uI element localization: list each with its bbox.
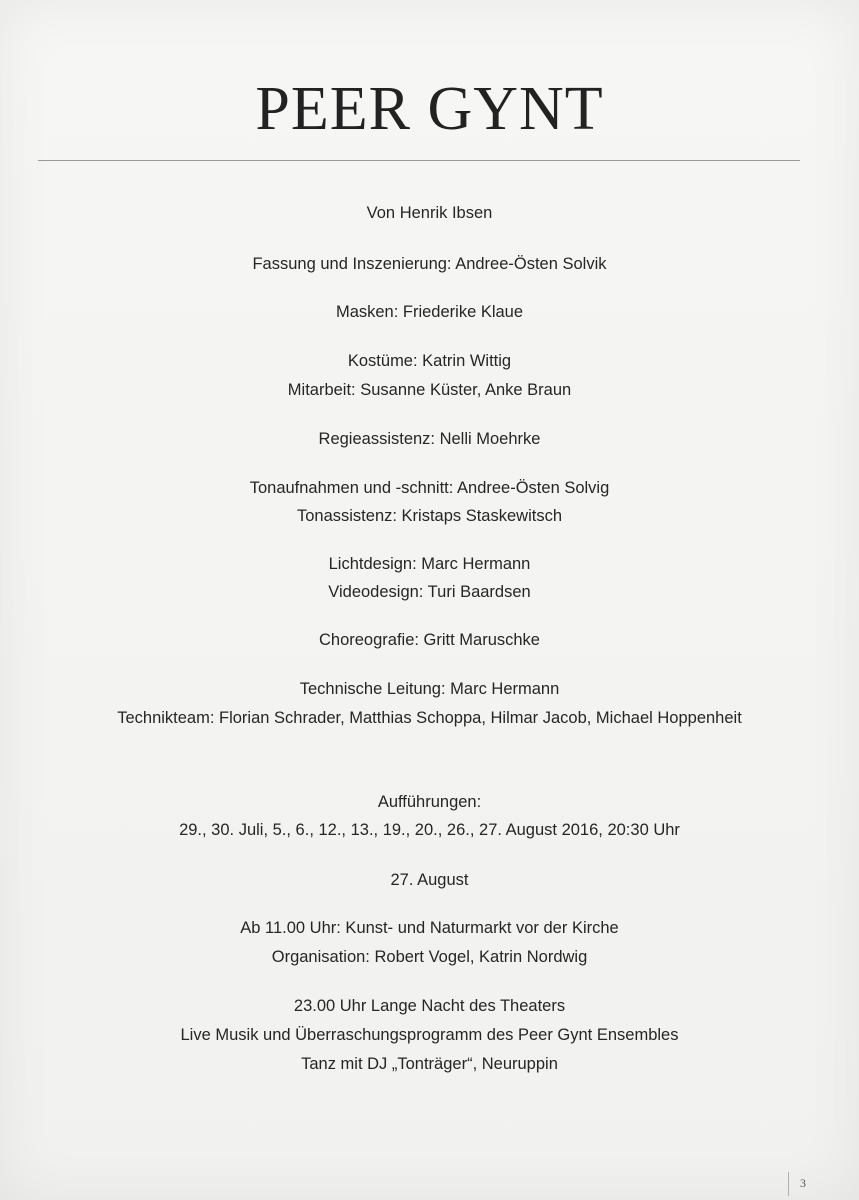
event-theatre-night: 23.00 Uhr Lange Nacht des Theaters (293, 997, 566, 1015)
credit-costumes: Kostüme: Katrin Wittig (347, 352, 512, 370)
credit-sound-assistant: Tonassistenz: Kristaps Staskewitsch (296, 507, 563, 525)
event-market: Ab 11.00 Uhr: Kunst- und Naturmarkt vor der Kirche (240, 919, 619, 937)
page-number: 3 (800, 1176, 806, 1190)
credit-lighting: Lichtdesign: Marc Hermann (328, 555, 531, 573)
credit-masks: Masken: Friederike Klaue (335, 303, 524, 321)
credit-direction: Fassung und Inszenierung: Andree-Östen Solvik (252, 255, 607, 273)
page-number-divider (788, 1172, 789, 1196)
credit-assistant-director: Regieassistenz: Nelli Moehrke (318, 430, 541, 448)
title-divider (38, 160, 800, 161)
author-line: Von Henrik Ibsen (366, 204, 493, 222)
credit-sound: Tonaufnahmen und -schnitt: Andree-Östen Solvig (249, 479, 610, 497)
credit-choreography: Choreografie: Gritt Maruschke (318, 631, 540, 649)
credit-tech-team: Technikteam: Florian Schrader, Matthias Schoppa, Hilmar Jacob, Michael Hoppenheit (117, 709, 742, 727)
event-dj: Tanz mit DJ „Tonträger“, Neuruppin (301, 1055, 558, 1073)
event-organisation: Organisation: Robert Vogel, Katrin Nordwig (271, 948, 588, 966)
performances-heading: Aufführungen: (377, 793, 482, 811)
credit-technical-director: Technische Leitung: Marc Hermann (299, 680, 560, 698)
event-live-music: Live Musik und Überraschungsprogramm des Peer Gynt Ensembles (180, 1026, 679, 1044)
performance-dates: 29., 30. Juli, 5., 6., 12., 13., 19., 20., 26., 27. August 2016, 20:30 Uhr (179, 821, 680, 839)
credit-video: Videodesign: Turi Baardsen (328, 583, 531, 601)
credit-costume-assistants: Mitarbeit: Susanne Küster, Anke Braun (287, 381, 572, 399)
event-date: 27. August (390, 871, 469, 889)
page-title: PEER GYNT (255, 75, 604, 143)
